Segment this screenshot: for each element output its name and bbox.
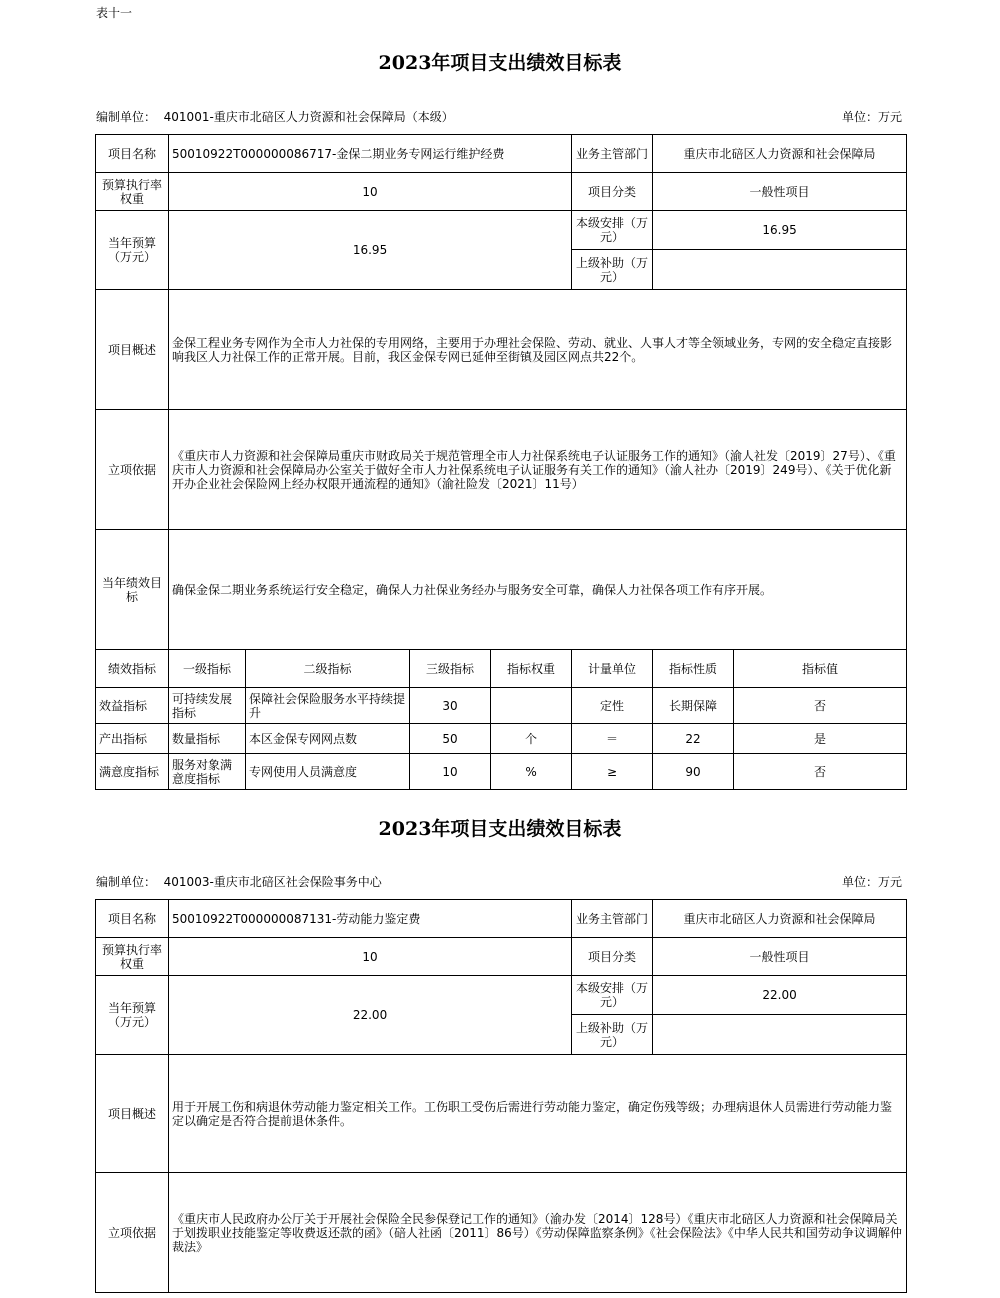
label-dept: 业务主管部门 (572, 900, 653, 938)
indicator-cell: 否 (734, 688, 907, 724)
indicator-cell: 90 (653, 754, 734, 790)
indicator-cell: 可持续发展指标 (169, 688, 246, 724)
basis-value: 《重庆市人力资源和社会保障局重庆市财政局关于规范管理全市人力社保系统电子认证服务工作的通知》（渝人社发〔2019〕27号）、《重庆市人力资源和社会保障局办公室关于做好全市人力社保系统电子认证服务有关工作的通知》（渝人社办〔2019〕249号）、《关于优化新开办企业社会保险网上经办权限开通流程的通知》（渝社险发〔2021〕11号） (169, 410, 907, 530)
indicator-cell: 定性 (572, 688, 653, 724)
label-local: 本级安排（万元） (572, 976, 653, 1015)
indicator-cell: ＝ (572, 724, 653, 754)
indicator-cell (491, 688, 572, 724)
indicator-cell: 本区金保专网网点数 (246, 724, 410, 754)
org-value: 401003-重庆市北碚区社会保险事务中心 (163, 875, 382, 889)
indicator-cell: 满意度指标 (96, 754, 169, 790)
label-local: 本级安排（万元） (572, 211, 653, 250)
budget-value: 16.95 (169, 211, 572, 290)
label-indicators: 绩效指标 (96, 650, 169, 688)
indicator-cell: 服务对象满意度指标 (169, 754, 246, 790)
indicator-cell: 30 (410, 688, 491, 724)
upper-value (653, 250, 907, 290)
indicator-cell: 是 (734, 724, 907, 754)
unit-label: 单位：万元 (841, 110, 902, 124)
project-name-value: 50010922T000000087131-劳动能力鉴定费 (169, 900, 572, 938)
page-label: 表十一 (96, 6, 133, 20)
table-title: 2023年项目支出绩效目标表 (378, 818, 622, 840)
indicator-cell: ≥ (572, 754, 653, 790)
label-weight: 预算执行率权重 (96, 173, 169, 211)
label-category: 项目分类 (572, 173, 653, 211)
local-value: 22.00 (653, 976, 907, 1015)
label-weight: 预算执行率权重 (96, 938, 169, 976)
indicator-header: 一级指标 (169, 650, 246, 688)
org-label: 编制单位： (96, 110, 157, 124)
basis-value: 《重庆市人民政府办公厅关于开展社会保险全民参保登记工作的通知》（渝办发〔2014〕128号）《重庆市北碚区人力资源和社会保障局关于划拨职业技能鉴定等收费返还款的函》（碚人社函〔2011〕86号）《劳动保障监察条例》《社会保险法》《中华人民共和国劳动争议调解仲裁法》 (169, 1173, 907, 1293)
indicator-cell: 50 (410, 724, 491, 754)
indicator-cell: 数量指标 (169, 724, 246, 754)
indicator-cell: 效益指标 (96, 688, 169, 724)
org-label: 编制单位： (96, 875, 157, 889)
label-goal: 当年绩效目标 (96, 530, 169, 650)
label-upper: 上级补助（万元） (572, 250, 653, 290)
org-line (96, 108, 454, 125)
indicator-row (96, 724, 907, 754)
label-project-name: 项目名称 (96, 135, 169, 173)
indicator-header: 指标性质 (653, 650, 734, 688)
indicator-row (96, 754, 907, 790)
indicator-cell: 否 (734, 754, 907, 790)
label-basis: 立项依据 (96, 1173, 169, 1293)
goal-value: 确保金保二期业务系统运行安全稳定，确保人力社保业务经办与服务安全可靠，确保人力社保各项工作有序开展。 (169, 530, 907, 650)
weight-value: 10 (169, 938, 572, 976)
indicator-row (96, 688, 907, 724)
unit-label: 单位：万元 (841, 875, 902, 889)
org-line (96, 873, 382, 890)
indicator-header: 指标权重 (491, 650, 572, 688)
label-budget: 当年预算（万元） (96, 211, 169, 290)
label-category: 项目分类 (572, 938, 653, 976)
label-upper: 上级补助（万元） (572, 1015, 653, 1055)
upper-value (653, 1015, 907, 1055)
indicator-cell: 10 (410, 754, 491, 790)
indicator-header: 计量单位 (572, 650, 653, 688)
indicator-cell: 保障社会保险服务水平持续提升 (246, 688, 410, 724)
budget-value: 22.00 (169, 976, 572, 1055)
indicator-cell: 22 (653, 724, 734, 754)
indicator-cell: 产出指标 (96, 724, 169, 754)
label-overview: 项目概述 (96, 290, 169, 410)
label-project-name: 项目名称 (96, 900, 169, 938)
org-value: 401001-重庆市北碚区人力资源和社会保障局（本级） (163, 110, 454, 124)
indicator-header: 三级指标 (410, 650, 491, 688)
weight-value: 10 (169, 173, 572, 211)
dept-value: 重庆市北碚区人力资源和社会保障局 (653, 135, 907, 173)
label-overview: 项目概述 (96, 1055, 169, 1173)
overview-value: 用于开展工伤和病退休劳动能力鉴定相关工作。工伤职工受伤后需进行劳动能力鉴定，确定伤残等级；办理病退休人员需进行劳动能力鉴定以确定是否符合提前退休条件。 (169, 1055, 907, 1173)
performance-table (95, 134, 907, 790)
indicator-cell: % (491, 754, 572, 790)
project-name-value: 50010922T000000086717-金保二期业务专网运行维护经费 (169, 135, 572, 173)
overview-value: 金保工程业务专网作为全市人力社保的专用网络，主要用于办理社会保险、劳动、就业、人事人才等全领域业务，专网的安全稳定直接影响我区人力社保工作的正常开展。目前，我区金保专网已延伸至街镇及园区网点共22个。 (169, 290, 907, 410)
local-value: 16.95 (653, 211, 907, 250)
dept-value: 重庆市北碚区人力资源和社会保障局 (653, 900, 907, 938)
label-dept: 业务主管部门 (572, 135, 653, 173)
indicator-cell: 个 (491, 724, 572, 754)
label-basis: 立项依据 (96, 410, 169, 530)
indicator-header: 指标值 (734, 650, 907, 688)
category-value: 一般性项目 (653, 938, 907, 976)
performance-table (95, 899, 907, 1293)
indicator-cell: 专网使用人员满意度 (246, 754, 410, 790)
label-budget: 当年预算（万元） (96, 976, 169, 1055)
indicator-header: 二级指标 (246, 650, 410, 688)
category-value: 一般性项目 (653, 173, 907, 211)
indicator-cell: 长期保障 (653, 688, 734, 724)
table-title: 2023年项目支出绩效目标表 (378, 52, 622, 74)
